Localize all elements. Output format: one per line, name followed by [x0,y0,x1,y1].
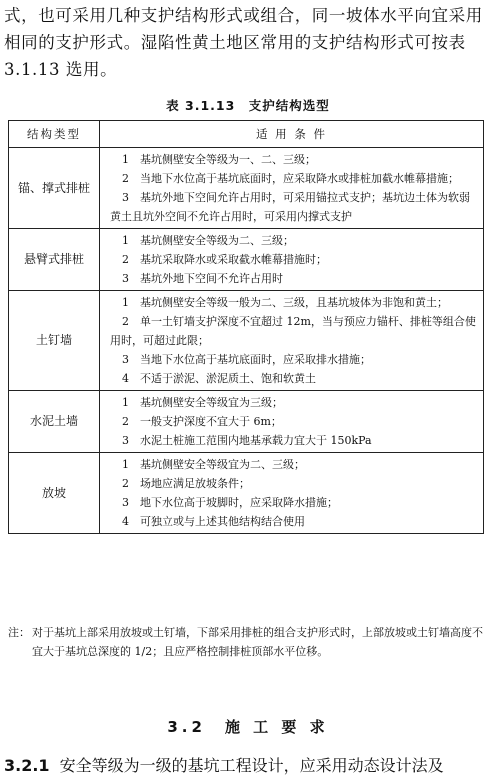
condition-item: 4 不适于淤泥、淤泥质土、饱和软黄土 [122,372,316,385]
header-structure-type: 结构类型 [9,121,100,148]
condition-item: 2 一般支护深度不宜大于 6m； [122,415,282,428]
condition-list [100,291,484,391]
condition-list [100,391,484,453]
table-row [9,291,484,391]
condition-item: 3 基坑外地下空间允许占用时，可采用锚拉式支护；基坑边土体为软弱黄土且坑外空间不允许占用时，可采用内撑式支护 [110,191,470,223]
condition-item: 4 可独立或与上述其他结构结合使用 [122,515,305,528]
table-note [8,623,488,661]
header-conditions: 适 用 条 件 [100,121,484,148]
condition-item: 1 基坑侧壁安全等级一般为二、三级，且基坑坡体为非饱和黄土； [122,296,448,309]
condition-item: 2 单一土钉墙支护深度不宜超过 12m，当与预应力锚杆、排桩等组合使用时，可超过此限； [110,315,476,347]
table-row [9,229,484,291]
structure-type: 放坡 [9,453,100,534]
section-heading: 3.2 施 工 要 求 [167,718,329,736]
condition-list [100,229,484,291]
intro-line: 3.1.13 选用。 [4,60,118,79]
support-structure-table [8,120,484,534]
condition-list [100,453,484,534]
table-caption: 表 3.1.13 支护结构选型 [166,98,330,113]
intro-line: 式，也可采用几种支护结构形式或组合，同一坡体水平向宜采用 [4,6,483,25]
clause-paragraph [4,754,494,778]
intro-paragraph [4,2,492,83]
condition-item: 3 当地下水位高于基坑底面时，应采取排水措施； [122,353,371,366]
structure-type: 锚、撑式排桩 [9,148,100,229]
condition-item: 2 基坑采取降水或采取截水帷幕措施时； [122,253,327,266]
structure-type: 悬臂式排桩 [9,229,100,291]
condition-list [100,148,484,229]
table-row [9,453,484,534]
clause-number: 3.2.1 [4,756,50,775]
condition-item: 1 基坑侧壁安全等级宜为二、三级； [122,458,305,471]
condition-item: 1 基坑侧壁安全等级为一、二、三级； [122,153,316,166]
table-row [9,148,484,229]
table-header-row [9,121,484,148]
structure-type: 土钉墙 [9,291,100,391]
condition-item: 3 水泥土桩施工范围内地基承载力宜大于 150kPa [122,434,372,447]
clause-text: 安全等级为一级的基坑工程设计，应采用动态设计法及 [59,756,444,775]
condition-item: 3 地下水位高于坡脚时，应采取降水措施； [122,496,338,509]
intro-line: 相同的支护形式。湿陷性黄土地区常用的支护结构形式可按表 [4,33,466,52]
condition-item: 2 场地应满足放坡条件； [122,477,250,490]
condition-item: 1 基坑侧壁安全等级宜为三级； [122,396,283,409]
table-row [9,391,484,453]
note-label: 注： [8,626,30,639]
condition-item: 1 基坑侧壁安全等级为二、三级； [122,234,294,247]
note-text: 对于基坑上部采用放坡或土钉墙，下部采用排桩的组合支护形式时，上部放坡或土钉墙高度不宜大于基坑总深度的 1/2；且应严格控制排桩顶部水平位移。 [32,626,483,658]
condition-item: 3 基坑外地下空间不允许占用时 [122,272,283,285]
structure-type: 水泥土墙 [9,391,100,453]
condition-item: 2 当地下水位高于基坑底面时，应采取降水或排桩加截水帷幕措施； [122,172,459,185]
